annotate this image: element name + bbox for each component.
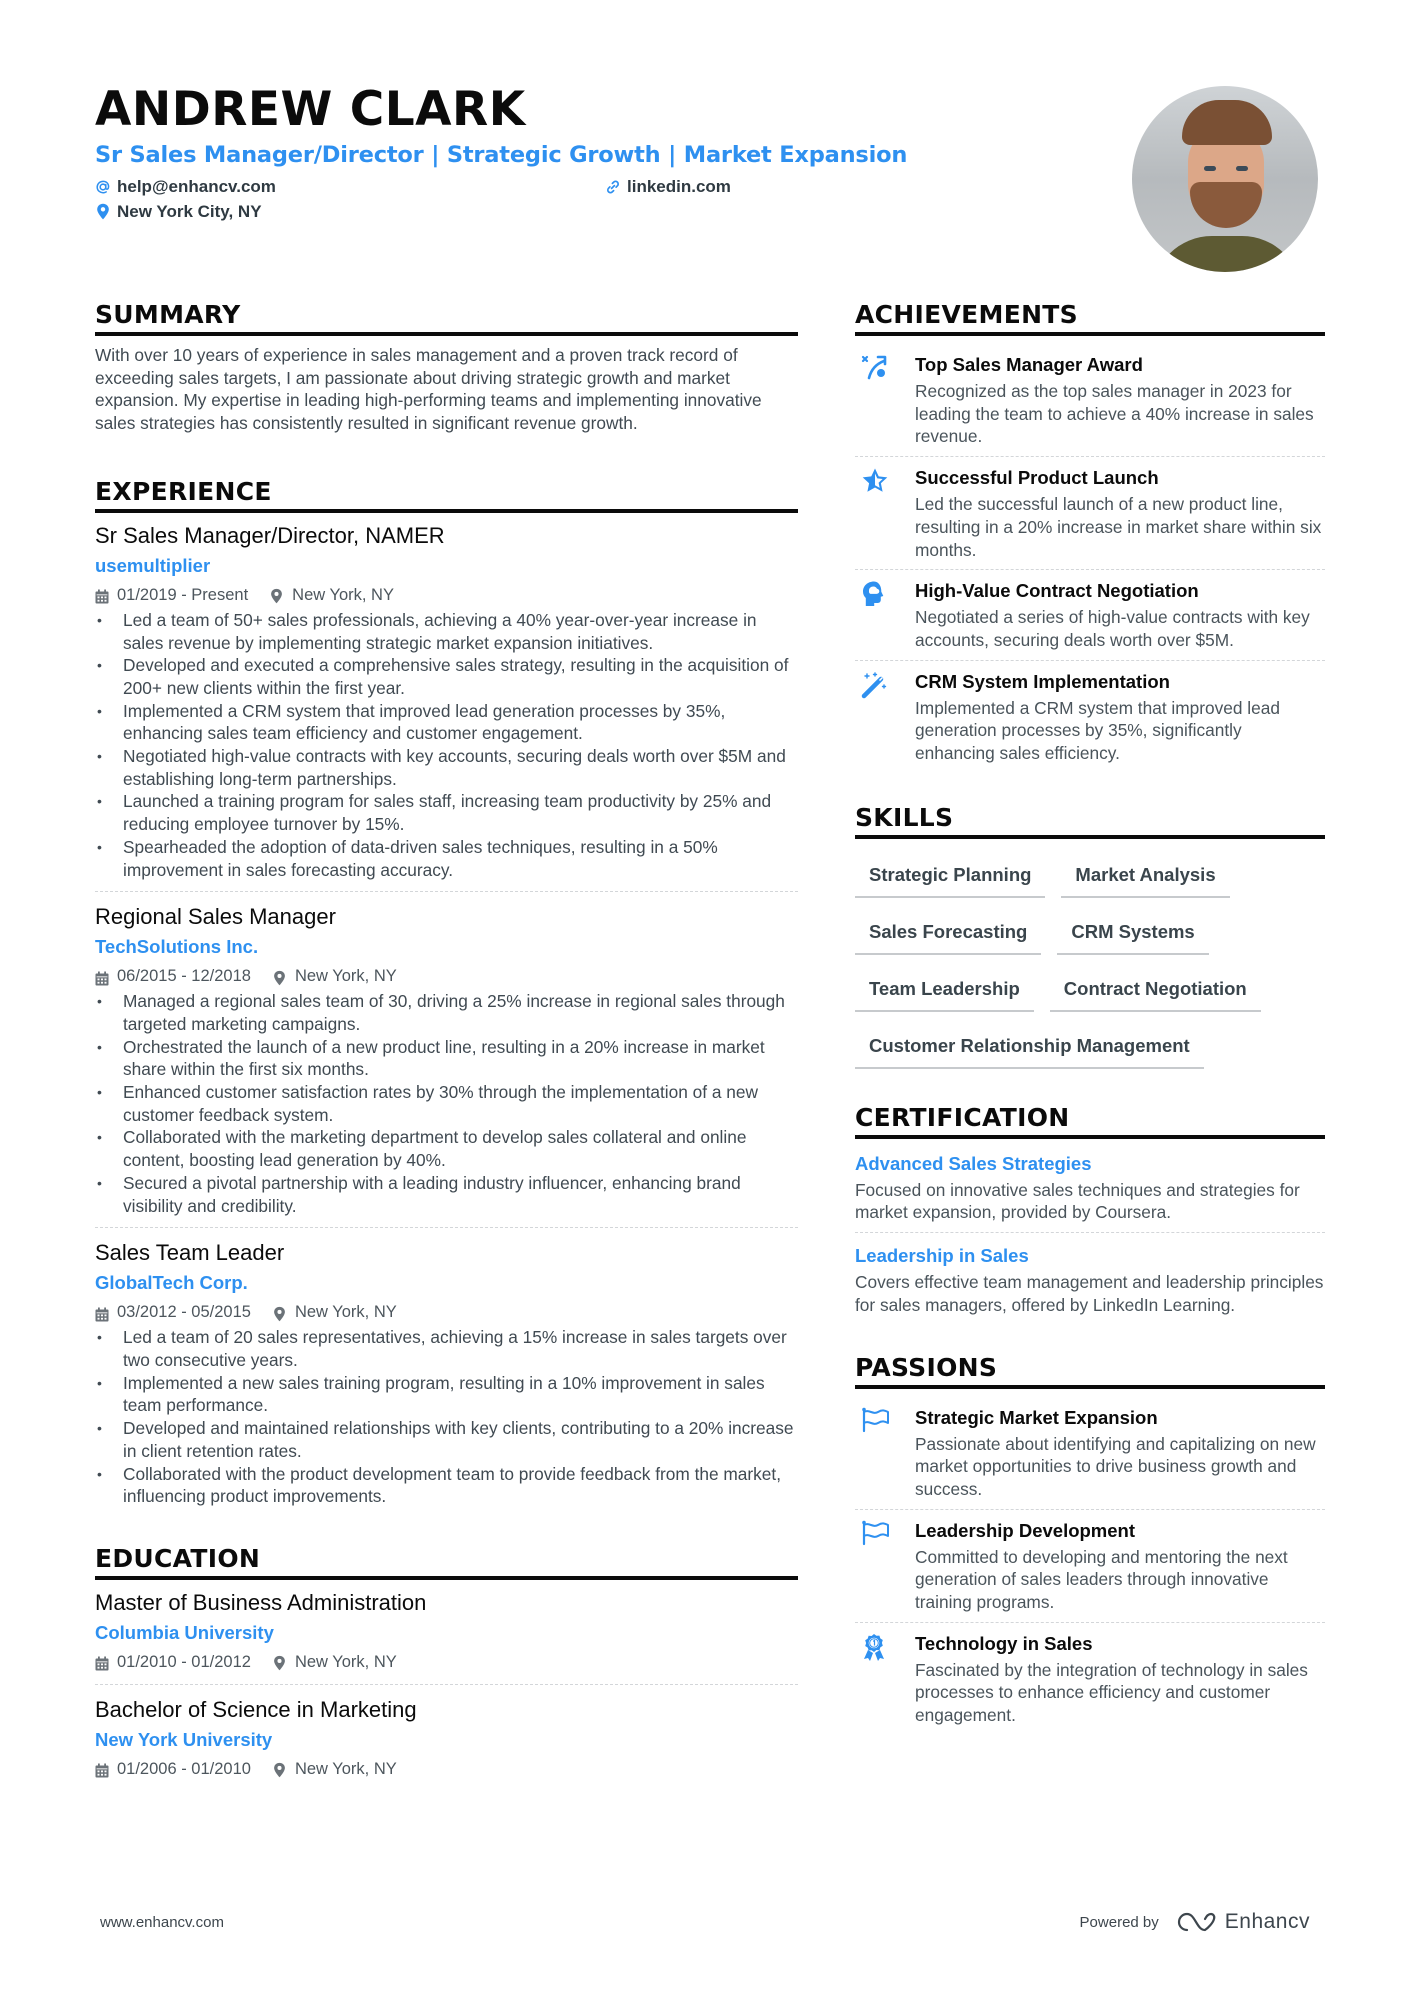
contact-linkedin[interactable] — [605, 174, 731, 199]
job-dates: 01/2019 - Present — [117, 585, 249, 604]
bullet-item: • Implemented a new sales training program, resulting in a 10% improvement in sales team performance. — [95, 1372, 798, 1417]
skill-tag: CRM Systems — [1057, 908, 1208, 955]
bullet-item: • Launched a training program for sales staff, increasing team productivity by 25% and reducing employee turnover by 15%. — [95, 790, 798, 835]
school-name[interactable]: Columbia University — [95, 1621, 274, 1643]
certification-title[interactable]: Leadership in Sales — [855, 1245, 1029, 1267]
education-dates: 01/2010 - 01/2012 — [117, 1652, 251, 1671]
skill-tag: Market Analysis — [1061, 851, 1229, 898]
profile-photo — [1132, 86, 1318, 272]
map-pin-icon — [273, 1654, 287, 1669]
section-title-education: EDUCATION — [95, 1542, 798, 1580]
enhancv-logo-icon — [1173, 1910, 1219, 1934]
achievement-desc: Recognized as the top sales manager in 2023 for leading the team to achieve a 40% increase in sales revenue. — [915, 381, 1314, 447]
passion-item — [855, 1510, 1325, 1623]
bullet-item: • Collaborated with the product development team to provide feedback from the market, influencing product improvements. — [95, 1463, 798, 1508]
certification-item — [855, 1239, 1325, 1324]
contact-email[interactable] — [95, 174, 605, 199]
education-location: New York, NY — [294, 1759, 397, 1778]
skill-tag: Sales Forecasting — [855, 908, 1041, 955]
experience-entry — [95, 1238, 798, 1518]
bullet-item: • Developed and executed a comprehensive sales strategy, resulting in the acquisition of 200+ new clients within the first year. — [95, 654, 798, 699]
calendar-icon — [95, 1654, 109, 1669]
degree-title: Master of Business Administration — [95, 1589, 427, 1615]
job-location: New York, NY — [294, 1303, 397, 1322]
passion-item — [855, 1397, 1325, 1510]
passion-desc: Committed to developing and mentoring the next generation of sales leaders through innovative training programs. — [915, 1546, 1288, 1613]
contact-row — [95, 174, 1095, 199]
job-bullets — [95, 1326, 798, 1508]
bullet-item: • Led a team of 20 sales representatives, achieving a 15% increase in sales targets over two consecutive years. — [95, 1326, 798, 1371]
email-text: help@enhancv.com — [117, 177, 276, 196]
strategy-arrow-icon — [855, 352, 915, 448]
right-column — [855, 298, 1325, 1735]
section-title-skills: SKILLS — [855, 801, 1325, 839]
contact-row-2 — [95, 199, 1095, 224]
footer — [100, 1910, 1310, 1934]
certification-item — [855, 1147, 1325, 1233]
education-entry — [95, 1695, 798, 1791]
location-text: New York City, NY — [117, 202, 262, 221]
magic-wand-icon — [855, 669, 915, 765]
achievement-desc: Led the successful launch of a new product line, resulting in a 20% increase in market share within six months. — [915, 494, 1322, 560]
job-meta — [95, 583, 798, 607]
passion-item — [855, 1623, 1325, 1735]
candidate-name: ANDREW CLARK — [95, 82, 526, 137]
passion-desc: Passionate about identifying and capitalizing on new market opportunities to drive business growth and success. — [915, 1433, 1316, 1499]
company-name[interactable]: TechSolutions Inc. — [95, 936, 259, 958]
bullet-item: • Managed a regional sales team of 30, driving a 25% increase in regional sales through targeted marketing campaigns. — [95, 990, 798, 1035]
bullet-item: • Developed and maintained relationships with key clients, contributing to a 20% increase in client retention rates. — [95, 1417, 798, 1462]
job-meta — [95, 964, 798, 988]
calendar-icon — [95, 969, 109, 984]
bullet-item: • Implemented a CRM system that improved lead generation processes by 35%, enhancing sales team efficiency and customer engagement. — [95, 700, 798, 745]
job-location: New York, NY — [294, 967, 397, 986]
education-entry — [95, 1588, 798, 1685]
enhancv-logo[interactable] — [1173, 1910, 1310, 1934]
head-brain-icon — [855, 578, 915, 651]
contact-location — [95, 199, 262, 224]
job-meta — [95, 1300, 798, 1324]
left-column — [95, 298, 798, 1801]
education-meta — [95, 1757, 798, 1781]
job-dates: 03/2012 - 05/2015 — [117, 1303, 251, 1322]
bullet-item: • Enhanced customer satisfaction rates by 30% through the implementation of a new customer feedback system. — [95, 1081, 798, 1126]
map-pin-icon — [273, 1761, 287, 1776]
company-name[interactable]: GlobalTech Corp. — [95, 1272, 248, 1294]
passion-title: Technology in Sales — [915, 1632, 1093, 1654]
skill-tag: Strategic Planning — [855, 851, 1045, 898]
map-pin-icon — [273, 1305, 287, 1320]
degree-title: Bachelor of Science in Marketing — [95, 1696, 417, 1722]
map-pin-icon — [95, 204, 111, 220]
achievements-section — [855, 298, 1325, 773]
job-title: Regional Sales Manager — [95, 904, 336, 930]
skills-section — [855, 801, 1325, 1079]
flag-icon — [855, 1405, 915, 1501]
powered-by-label: Powered by — [1079, 1913, 1159, 1931]
education-section — [95, 1542, 798, 1791]
resume-header — [95, 80, 1095, 224]
award-ribbon-icon — [855, 1631, 915, 1727]
passion-title: Leadership Development — [915, 1519, 1136, 1541]
at-icon — [95, 179, 111, 195]
achievement-item — [855, 661, 1325, 773]
passions-section — [855, 1351, 1325, 1735]
skills-list — [855, 847, 1325, 1079]
brand-name: Enhancv — [1224, 1910, 1310, 1933]
passion-desc: Fascinated by the integration of technology in sales processes to enhance efficiency and customer engagement. — [915, 1659, 1308, 1726]
map-pin-icon — [270, 587, 284, 602]
footer-website-link[interactable]: www.enhancv.com — [100, 1913, 224, 1931]
job-dates: 06/2015 - 12/2018 — [117, 967, 251, 986]
linkedin-text: linkedin.com — [627, 177, 731, 196]
summary-text: With over 10 years of experience in sales management and a proven track record of exceeding sales targets, I am passionate about driving strategic growth and market expansion. My expertise in leading high-performing teams and implementing innovative sales strategies has consistently resulted in significant revenue growth. — [95, 345, 762, 434]
achievement-title: Top Sales Manager Award — [915, 354, 1143, 375]
section-title-summary: SUMMARY — [95, 298, 798, 336]
experience-section — [95, 475, 798, 1518]
bullet-item: • Negotiated high-value contracts with key accounts, securing deals worth over $5M and establishing long-term partnerships. — [95, 745, 798, 790]
section-title-achievements: ACHIEVEMENTS — [855, 298, 1325, 336]
powered-by — [1080, 1910, 1310, 1934]
skill-tag: Team Leadership — [855, 965, 1034, 1012]
education-dates: 01/2006 - 01/2010 — [117, 1759, 251, 1778]
experience-entry — [95, 521, 798, 892]
bullet-item: • Spearheaded the adoption of data-driven sales techniques, resulting in a 50% improvement in sales forecasting accuracy. — [95, 836, 798, 881]
job-title: Sr Sales Manager/Director, NAMER — [95, 522, 445, 548]
job-bullets — [95, 990, 798, 1217]
map-pin-icon — [273, 969, 287, 984]
link-icon — [605, 179, 621, 195]
company-name[interactable]: usemultiplier — [95, 554, 211, 576]
star-icon — [855, 465, 915, 561]
achievement-title: CRM System Implementation — [915, 670, 1170, 692]
bullet-item: • Orchestrated the launch of a new product line, resulting in a 20% increase in market share within the first six months. — [95, 1036, 798, 1081]
education-meta — [95, 1650, 798, 1674]
bullet-item: • Secured a pivotal partnership with a leading industry influencer, enhancing brand visibility and credibility. — [95, 1172, 798, 1217]
certification-desc: Focused on innovative sales techniques and strategies for market expansion, provided by Coursera. — [855, 1179, 1300, 1223]
section-title-experience: EXPERIENCE — [95, 475, 798, 513]
achievement-desc: Negotiated a series of high-value contracts with key accounts, securing deals worth over $5M. — [915, 607, 1310, 650]
achievement-title: Successful Product Launch — [915, 467, 1159, 489]
school-name[interactable]: New York University — [95, 1728, 273, 1750]
candidate-headline: Sr Sales Manager/Director | Strategic Growth | Market Expansion — [95, 142, 908, 168]
flag-icon — [855, 1518, 915, 1614]
calendar-icon — [95, 1761, 109, 1776]
achievement-title: High-Value Contract Negotiation — [915, 580, 1199, 602]
certification-desc: Covers effective team management and leadership principles for sales managers, offered by LinkedIn Learning. — [855, 1272, 1324, 1315]
bullet-item: • Led a team of 50+ sales professionals, achieving a 40% year-over-year increase in sales revenue by implementing strategic market expansion initiatives. — [95, 609, 798, 654]
experience-entry — [95, 902, 798, 1228]
job-location: New York, NY — [292, 585, 394, 604]
skill-tag: Customer Relationship Management — [855, 1022, 1204, 1069]
job-bullets — [95, 609, 798, 881]
certification-section — [855, 1101, 1325, 1325]
job-title: Sales Team Leader — [95, 1240, 285, 1266]
calendar-icon — [95, 587, 109, 602]
achievement-item — [855, 457, 1325, 570]
achievement-desc: Implemented a CRM system that improved lead generation processes by 35%, significantly enhancing sales efficiency. — [915, 697, 1280, 764]
passion-title: Strategic Market Expansion — [915, 1406, 1158, 1428]
summary-section — [95, 298, 798, 435]
education-location: New York, NY — [294, 1652, 397, 1671]
achievement-item — [855, 344, 1325, 457]
section-title-certification: CERTIFICATION — [855, 1101, 1325, 1139]
section-title-passions: PASSIONS — [855, 1351, 1325, 1389]
skill-tag: Contract Negotiation — [1050, 965, 1261, 1012]
certification-title[interactable]: Advanced Sales Strategies — [855, 1152, 1092, 1174]
calendar-icon — [95, 1305, 109, 1320]
bullet-item: • Collaborated with the marketing department to develop sales collateral and online content, boosting lead generation by 40%. — [95, 1126, 798, 1171]
achievement-item — [855, 570, 1325, 660]
